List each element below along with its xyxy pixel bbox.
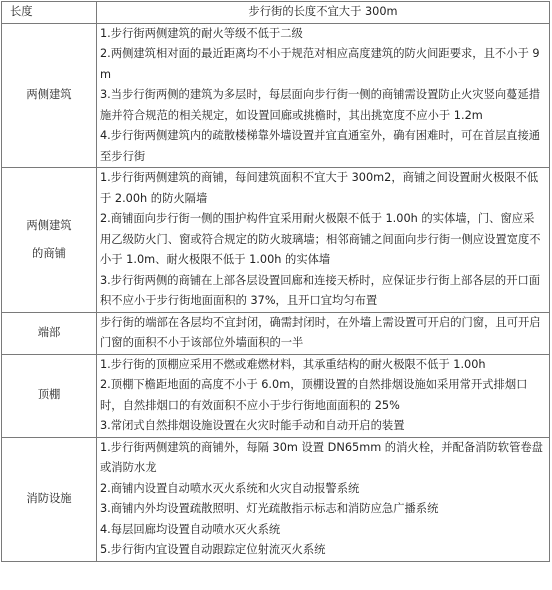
row-label-cell bbox=[2, 437, 97, 561]
list-item: 1.步行街两侧建筑的商铺外，每隔 30m 设置 DN65mm 的消火栓，并配备消防软管卷盘或消防水龙 bbox=[100, 440, 543, 474]
table-row bbox=[2, 312, 550, 354]
list-item: 2.顶棚下檐距地面的高度不小于 6.0m，顶棚设置的自然排烟设施如采用常开式排烟口时，自然排烟口的有效面积不应小于步行街地面面积的 25% bbox=[100, 378, 528, 412]
list-item: 3.常闭式自然排烟设施设置在火灾时能手动和自动开启的装置 bbox=[100, 419, 405, 432]
table-row bbox=[2, 23, 550, 168]
row-body-cell bbox=[97, 168, 550, 313]
row-label-text: 的商铺 bbox=[32, 246, 66, 260]
row-label-text: 顶棚 bbox=[37, 388, 61, 402]
row-label-text: 消防设施 bbox=[26, 491, 72, 505]
list-item: 3.当步行街两侧的建筑为多层时，每层面向步行街一侧的商铺需设置防止火灾竖向蔓延措施并符合规范的相关规定，如设置回廊或挑檐时，其出挑宽度不应小于 1.2m bbox=[100, 88, 541, 122]
list-item: 1.步行街的顶棚应采用不燃或难燃材料，其承重结构的耐火极限不低于 1.00h bbox=[100, 357, 486, 371]
fire-safety-spec-table bbox=[1, 1, 550, 562]
list-item: 步行街的端部在各层均不宜封闭，确需封闭时，在外墙上需设置可开启的门窗，且可开启门窗的面积不小于该部位外墙面积的一半 bbox=[100, 315, 541, 349]
row-label-cell bbox=[2, 23, 97, 168]
row-body-cell bbox=[97, 23, 550, 168]
list-item: 1.步行街两侧建筑的商铺，每间建筑面积不宜大于 300m2，商铺之间设置耐火极限不低于 2.00h 的防火隔墙 bbox=[100, 171, 539, 205]
row-body-cell bbox=[97, 312, 550, 354]
list-item: 1.步行街两侧建筑的耐火等级不低于二级 bbox=[100, 26, 303, 40]
list-item: 4.每层回廊均设置自动喷水灭火系统 bbox=[100, 522, 281, 536]
table-row bbox=[2, 354, 550, 437]
row-label-cell bbox=[2, 312, 97, 354]
row-label-cell bbox=[2, 168, 97, 313]
row-label-text: 端部 bbox=[37, 325, 61, 339]
table-row bbox=[2, 437, 550, 561]
row-body-cell bbox=[97, 437, 550, 561]
list-item: 3.商铺内外均设置疏散照明、灯光疏散指示标志和消防应急广播系统 bbox=[100, 502, 439, 515]
row-label-text: 两侧建筑 bbox=[26, 218, 72, 232]
list-item: 2.商铺面向步行街一侧的围护构件宜采用耐火极限不低于 1.00h 的实体墙，门、窗应采用乙级防火门、窗或符合规定的防火玻璃墙；相邻商铺之间面向步行街一侧应设置宽度不小于 1.0m、耐火极限不低于 1.00h 的实体墙 bbox=[100, 212, 541, 266]
list-item: 4.步行街两侧建筑内的疏散楼梯靠外墙设置并宜直通室外，确有困难时，可在首层直接通至步行街 bbox=[100, 129, 541, 163]
table-header-row bbox=[2, 2, 550, 24]
row-body-cell bbox=[97, 354, 550, 437]
header-label-cell: 长度 bbox=[2, 2, 97, 24]
list-item: 2.商铺内设置自动喷水灭火系统和火灾自动报警系统 bbox=[100, 481, 360, 495]
header-value-cell: 步行街的长度不宜大于 300m bbox=[97, 2, 550, 24]
row-label-text: 两侧建筑 bbox=[26, 88, 72, 101]
row-label-cell bbox=[2, 354, 97, 437]
list-item: 3.步行街两侧的商铺在上部各层设置回廊和连接天桥时，应保证步行街上部各层的开口面积不应小于步行街地面面积的 37%，且开口宜均匀布置 bbox=[100, 273, 541, 307]
list-item: 2.两侧建筑相对面的最近距离均不小于规范对相应高度建筑的防火间距要求，且不小于 9m bbox=[100, 47, 540, 81]
list-item: 5.步行街内宜设置自动跟踪定位射流灭火系统 bbox=[100, 543, 326, 556]
table-row bbox=[2, 168, 550, 313]
